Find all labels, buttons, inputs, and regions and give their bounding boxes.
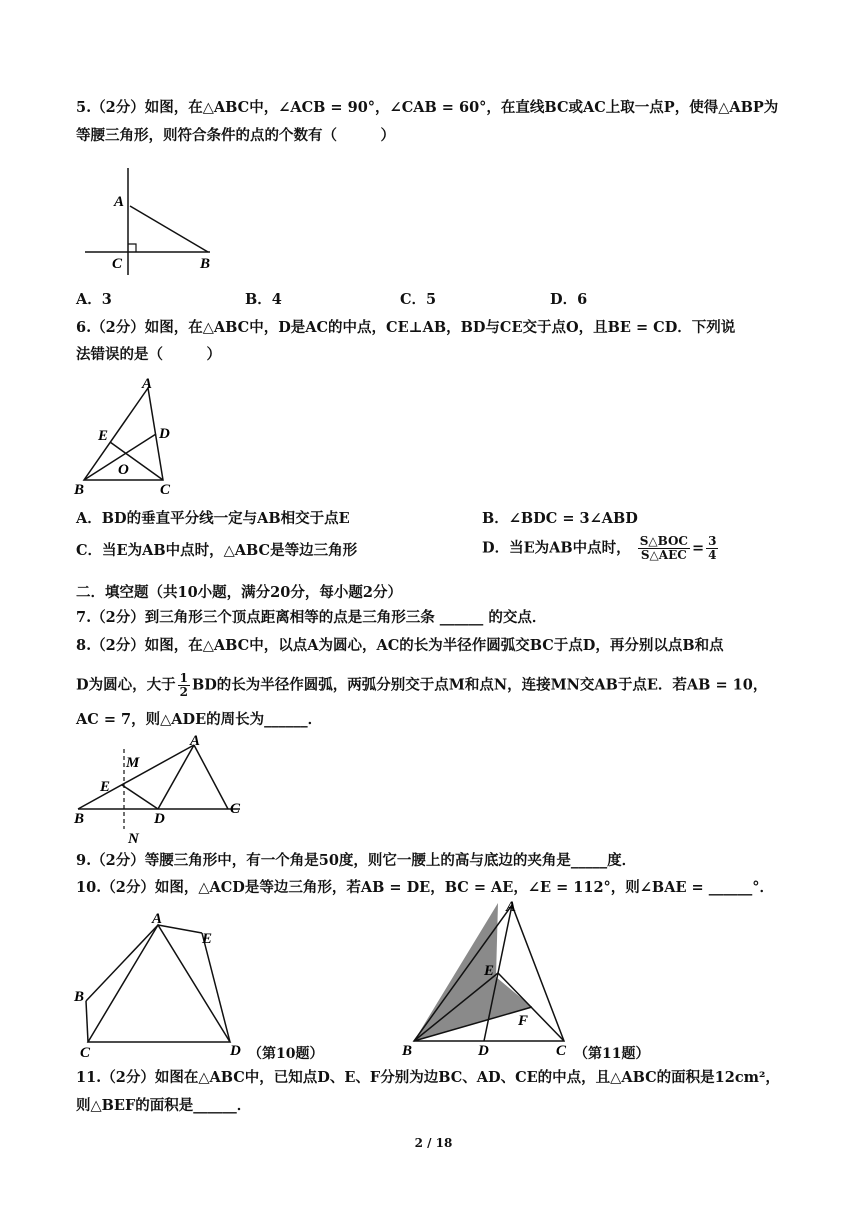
q6-option-d (482, 535, 720, 562)
q8-label-a: A (190, 735, 201, 749)
q6-option-d-fraction (638, 535, 690, 562)
q5-label-c: C (112, 256, 123, 272)
q11-figure (400, 895, 580, 1060)
q5-label-b: B (200, 256, 211, 272)
q11-label-c: C (556, 1043, 567, 1059)
q8-label-e: E (100, 779, 111, 795)
q8-frac-den: 2 (179, 685, 188, 699)
q8-label-b: B (74, 811, 85, 827)
q11-label-a: A (506, 899, 517, 915)
q6-text-line1: 6.（2分）如图，在△ABC中，D是AC的中点，CE⊥AB，BD与CE交于点O，且BE = CD．下列说 (76, 319, 736, 336)
q5-label-a: A (114, 194, 125, 210)
q6-label-a: A (142, 376, 153, 392)
q10-figure (70, 905, 260, 1060)
q11-label-d: D (478, 1043, 489, 1059)
q6-option-d-ratio (706, 535, 718, 562)
q11-text-line2: 则△BEF的面积是______． (76, 1097, 252, 1114)
q6-option-d-numerator: S△BOC (639, 534, 688, 548)
q6-option-d-prefix: D．当E为AB中点时， (482, 539, 631, 557)
q11-label-b: B (402, 1043, 413, 1059)
q6-label-d: D (159, 426, 170, 442)
q5-text-line1: 5.（2分）如图，在△ABC中，∠ACB = 90°，∠CAB = 60°，在直线BC或AC上取一点P，使得△ABP为 (76, 99, 779, 116)
q6-option-d-denominator: S△AEC (640, 548, 687, 562)
q8-label-m: M (126, 755, 140, 771)
q6-text-line2: 法错误的是（ ） (76, 346, 221, 363)
q10-label-e: E (202, 931, 213, 947)
q8-figure (70, 735, 260, 847)
q5-option-a: A．3 (76, 291, 112, 308)
q6-label-c: C (160, 482, 171, 498)
q6-option-d-ratio-num: 3 (708, 534, 717, 548)
q10-label-b: B (74, 989, 85, 1005)
q7-text: 7.（2分）到三角形三个顶点距离相等的点是三角形三条 ______ 的交点． (76, 609, 547, 626)
q8-label-d: D (154, 811, 165, 827)
section-fill-in-title: 二．填空题（共10小题，满分20分，每小题2分） (76, 584, 402, 601)
q8-text-line2 (76, 672, 767, 699)
q5-figure (80, 160, 240, 280)
q10-label-c: C (80, 1045, 91, 1060)
q5-text-line2: 等腰三角形，则符合条件的点的个数有（ ） (76, 127, 395, 144)
q10-text: 10.（2分）如图，△ACD是等边三角形，若AB = DE，BC = AE，∠E = 112°，则∠BAE = ______°． (76, 879, 774, 896)
q6-label-b: B (74, 482, 85, 498)
q6-option-d-ratio-den: 4 (708, 548, 717, 562)
q8-label-c: C (230, 801, 241, 817)
q6-figure (70, 372, 190, 500)
q6-label-o: O (118, 462, 129, 478)
q8-frac-num: 1 (179, 671, 188, 685)
q6-option-d-equals: = (691, 539, 705, 557)
q5-option-b: B．4 (245, 291, 282, 308)
q5-option-d: D．6 (550, 291, 588, 308)
q5-option-c: C．5 (400, 291, 437, 308)
q10-label-d: D (230, 1043, 241, 1059)
q10-caption: （第10题） (248, 1046, 324, 1062)
q6-option-c: C．当E为AB中点时，△ABC是等边三角形 (76, 542, 358, 559)
q9-text: 9.（2分）等腰三角形中，有一个角是50度，则它一腰上的高与底边的夹角是_____度． (76, 852, 637, 869)
q11-caption: （第11题） (574, 1046, 650, 1062)
q8-text-line3: AC = 7，则△ADE的周长为______． (76, 711, 323, 728)
q8-label-n: N (128, 831, 139, 847)
q6-option-a: A．BD的垂直平分线一定与AB相交于点E (76, 510, 350, 527)
q11-label-f: F (518, 1013, 529, 1029)
q6-option-b: B．∠BDC = 3∠ABD (482, 510, 638, 527)
q8-text-line2-end: BD的长为半径作圆弧，两弧分别交于点M和点N，连接MN交AB于点E．若AB = 10， (191, 676, 768, 694)
q8-half-fraction (178, 672, 190, 699)
q8-text-line1: 8.（2分）如图，在△ABC中，以点A为圆心，AC的长为半径作圆弧交BC于点D，再分别以点B和点 (76, 637, 724, 654)
q11-label-e: E (484, 963, 495, 979)
q8-text-line2-start: D为圆心，大于 (76, 676, 176, 694)
q10-label-a: A (152, 911, 163, 927)
q11-text-line1: 11.（2分）如图在△ABC中，已知点D、E、F分别为边BC、AD、CE的中点，且△ABC的面积是12cm²， (76, 1069, 780, 1086)
q6-label-e: E (98, 428, 109, 444)
page-number: 2 / 18 (414, 1136, 453, 1150)
